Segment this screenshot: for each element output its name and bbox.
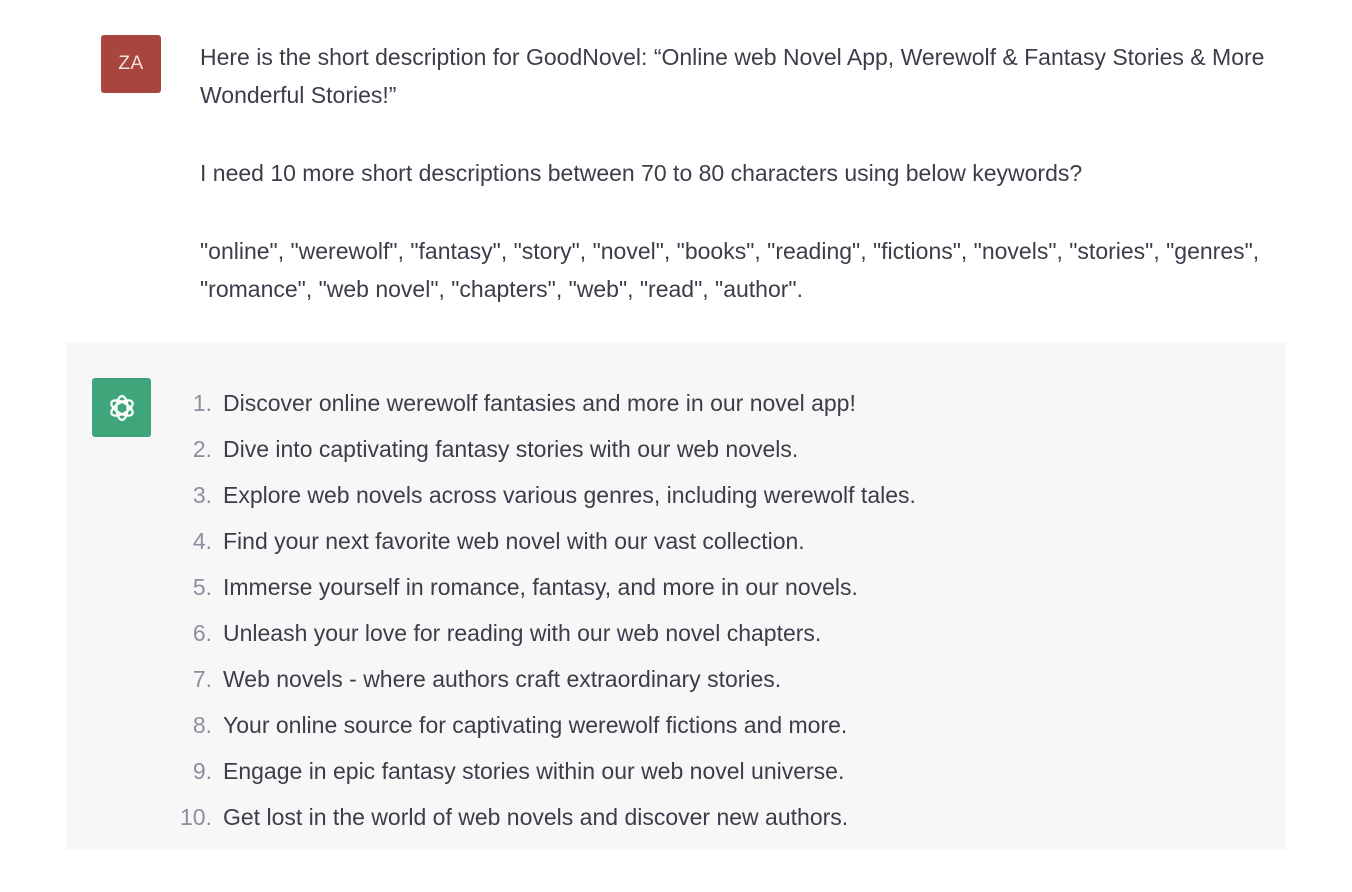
- list-item: [166, 566, 916, 612]
- list-item-text: Unleash your love for reading with our web novel chapters.: [223, 620, 822, 646]
- list-item-number: 9.: [192, 758, 212, 784]
- user-paragraph: "online", "werewolf", "fantasy", "story", "novel", "books", "reading", "fictions", "novels", "stories", "genres", "romance", "web novel", "chapters", "web", "read", "author".: [200, 238, 1260, 302]
- list-item: [166, 520, 916, 566]
- list-item-number: 7.: [192, 666, 212, 692]
- user-paragraph: I need 10 more short descriptions between 70 to 80 characters using below keywords?: [200, 160, 1083, 186]
- list-item-text: Get lost in the world of web novels and discover new authors.: [223, 804, 849, 830]
- list-item: [166, 658, 916, 704]
- list-item-text: Dive into captivating fantasy stories with our web novels.: [223, 436, 799, 462]
- list-item-number: 2.: [192, 436, 212, 462]
- list-item-number: 10.: [180, 804, 212, 830]
- list-item: [166, 382, 916, 428]
- user-avatar: [101, 35, 161, 93]
- user-message: [0, 0, 1352, 340]
- list-item: [166, 704, 916, 750]
- user-avatar-initials: ZA: [118, 53, 144, 74]
- list-item-number: 3.: [192, 482, 212, 508]
- openai-logo-icon: [105, 391, 139, 425]
- list-item-number: 8.: [192, 712, 212, 738]
- list-item: [166, 428, 916, 474]
- list-item-text: Web novels - where authors craft extraordinary stories.: [223, 666, 782, 692]
- list-item-text: Immerse yourself in romance, fantasy, and more in our novels.: [223, 574, 858, 600]
- assistant-avatar: [92, 378, 151, 437]
- list-item-text: Discover online werewolf fantasies and more in our novel app!: [223, 390, 856, 416]
- list-item-number: 5.: [192, 574, 212, 600]
- list-item: [166, 796, 916, 842]
- list-item-text: Explore web novels across various genres, including werewolf tales.: [223, 482, 916, 508]
- user-paragraph: Here is the short description for GoodNovel: “Online web Novel App, Werewolf & Fantasy Stories & More Wonderful Stories!”: [200, 44, 1265, 108]
- list-item: [166, 750, 916, 796]
- list-item-number: 4.: [192, 528, 212, 554]
- list-item-text: Find your next favorite web novel with our vast collection.: [223, 528, 805, 554]
- list-item-text: Engage in epic fantasy stories within our web novel universe.: [223, 758, 845, 784]
- answer-list: [166, 382, 916, 842]
- list-item: [166, 612, 916, 658]
- list-item: [166, 474, 916, 520]
- list-item-number: 1.: [192, 390, 212, 416]
- list-item-text: Your online source for captivating werewolf fictions and more.: [223, 712, 848, 738]
- user-message-text: [200, 38, 1300, 308]
- assistant-message: [66, 342, 1286, 850]
- list-item-number: 6.: [192, 620, 212, 646]
